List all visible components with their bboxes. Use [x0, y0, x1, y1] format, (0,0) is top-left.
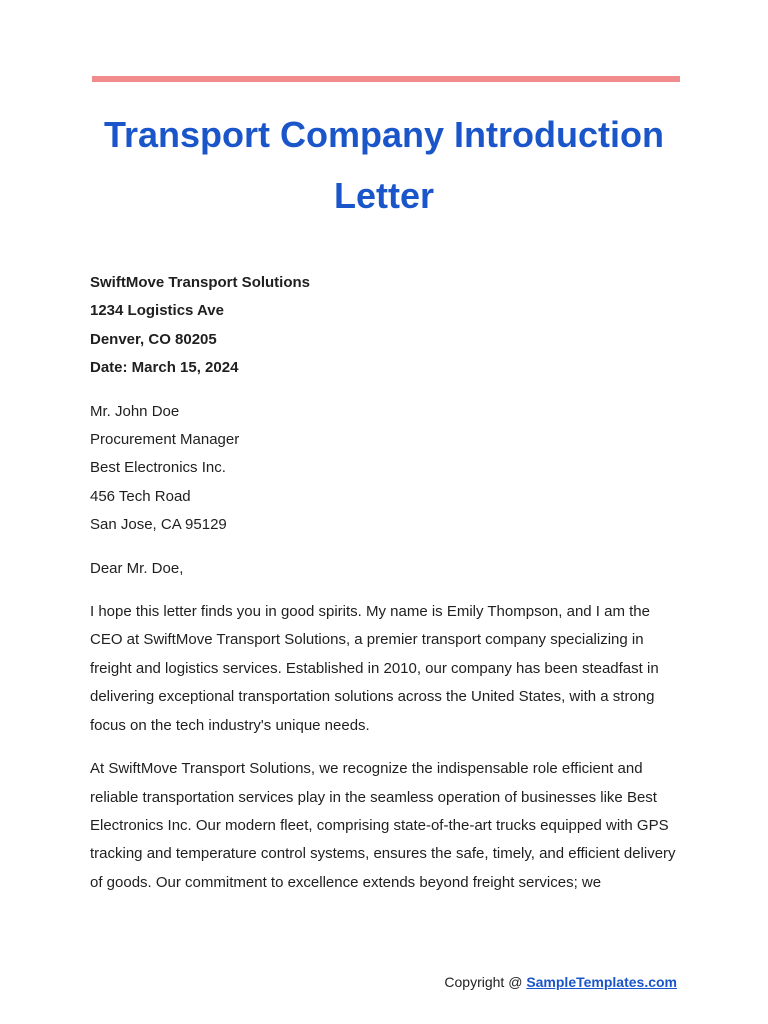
- sampletemplates-link[interactable]: SampleTemplates.com: [526, 974, 677, 990]
- letter-body: [90, 269, 680, 912]
- sender-city: Denver, CO 80205: [90, 330, 217, 348]
- sender-address-block: [90, 269, 680, 383]
- copyright-text: Copyright @: [444, 974, 527, 990]
- sender-company: SwiftMove Transport Solutions: [90, 274, 311, 291]
- body-paragraph: I hope this letter finds you in good spirits. My name is Emily Thompson, and I am the CEO at SwiftMove Transport Solutions, a premier transport company specializing in freight and logistics services. Established in 2010, our company has been steadfast in delivering exceptional transportation solutions across the United States, with a strong focus on the tech industry's unique needs.: [90, 603, 659, 734]
- sender-street: 1234 Logistics Ave: [90, 302, 224, 320]
- recipient-position: Procurement Manager: [90, 431, 240, 449]
- recipient-company: Best Electronics Inc.: [90, 459, 226, 477]
- footer-copyright: [444, 972, 677, 992]
- recipient-street: 456 Tech Road: [90, 487, 191, 505]
- letter-date: Date: March 15, 2024: [90, 359, 239, 377]
- recipient-name: Mr. John Doe: [90, 402, 180, 420]
- top-accent-rule: [92, 76, 680, 82]
- body-paragraph: At SwiftMove Transport Solutions, we recognize the indispensable role efficient and reliable transportation services play in the seamless operation of businesses like Best Electronics Inc. Our modern fleet, comprising state-of-the-art trucks equipped with GPS tracking and temperature control systems, ensures the safe, timely, and efficient delivery of goods. Our commitment to excellence extends beyond freight services; we: [90, 760, 676, 891]
- salutation: Dear Mr. Doe,: [90, 559, 184, 577]
- recipient-address-block: [90, 398, 680, 540]
- page-title: Transport Company Introduction Letter: [103, 114, 664, 216]
- recipient-city: San Jose, CA 95129: [90, 516, 227, 534]
